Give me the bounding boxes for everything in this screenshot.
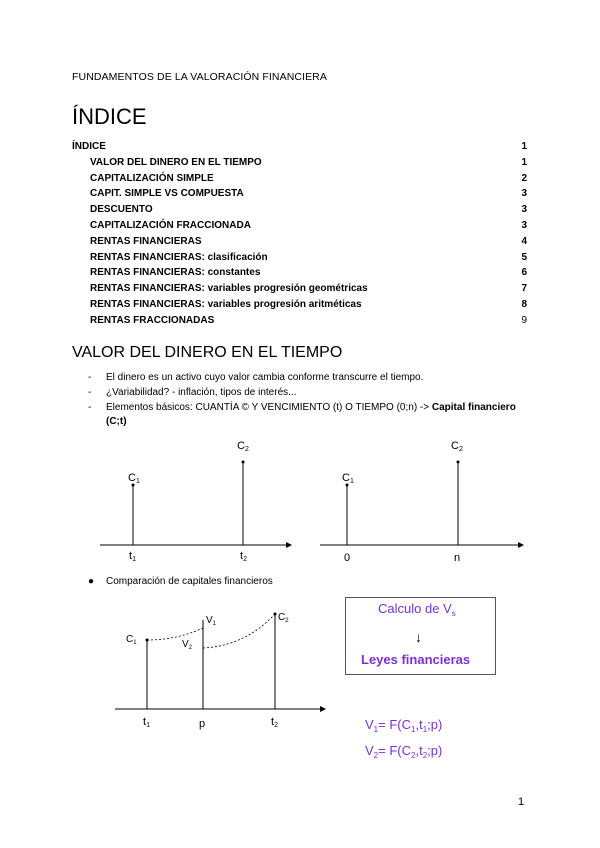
discount-curve (203, 614, 275, 648)
label-c1: $C_1$ (126, 634, 137, 646)
page-number: 1 (518, 796, 525, 808)
label-t2: t2 (240, 550, 247, 563)
toc-page: 6 (521, 267, 527, 279)
toc-row[interactable] (72, 139, 527, 155)
toc-label: CAPITALIZACIÓN SIMPLE (90, 172, 214, 184)
label-c2: C2 (237, 440, 249, 453)
toc-page: 3 (521, 219, 527, 231)
label-c2: $C_2$ (278, 612, 289, 624)
table-of-contents (72, 139, 527, 329)
label-t1: t1 (129, 550, 136, 563)
toc-label: CAPITALIZACIÓN FRACCIONADA (90, 219, 251, 231)
toc-row[interactable] (72, 155, 527, 171)
toc-row[interactable] (72, 186, 527, 202)
formula-v1: $V_1=$ $F(C_1,t_1;p)$ (365, 717, 443, 734)
toc-page: 8 (521, 298, 527, 310)
bullet-text: ¿Variabilidad? - inflación, tipos de interés... (106, 386, 297, 398)
label-zero: 0 (344, 552, 351, 564)
capital-c2-dot (457, 461, 460, 464)
bullet-list (88, 371, 528, 430)
toc-row[interactable] (72, 313, 527, 329)
toc-row[interactable] (72, 297, 527, 313)
toc-label: RENTAS FINANCIERAS (90, 235, 202, 247)
toc-page: 3 (521, 188, 527, 200)
leyes-text: Leyes financieras (361, 652, 471, 667)
dot-marker: ● (88, 576, 95, 587)
bullet-text-bold: Capital financiero (C;t) (106, 401, 516, 428)
document-header: FUNDAMENTOS DE LA VALORACIÓN FINANCIERA (72, 71, 327, 83)
label-c2: C2 (451, 440, 463, 453)
toc-label: VALOR DEL DINERO EN EL TIEMPO (90, 156, 262, 168)
toc-label: RENTAS FRACCIONADAS (90, 314, 215, 326)
toc-row[interactable] (72, 281, 527, 297)
bullet-text (106, 401, 528, 431)
capitalization-curve (147, 628, 203, 640)
capital-diagram-0-n (320, 430, 530, 570)
bullet-text-normal: Elementos básicos: CUANTÍA © Y VENCIMIENTO (t) O TIEMPO (0;n) -> (106, 401, 432, 413)
label-v1: $V_1$ (206, 615, 217, 627)
toc-page: 9 (521, 314, 527, 326)
comparison-diagram (115, 600, 330, 740)
toc-label: RENTAS FINANCIERAS: clasificación (90, 251, 268, 263)
dash-marker: - (88, 372, 92, 383)
toc-label: RENTAS FINANCIERAS: variables progresión geométricas (90, 283, 368, 295)
axis-arrow-icon (286, 542, 292, 548)
axis-arrow-icon (320, 706, 326, 712)
toc-row[interactable] (72, 250, 527, 266)
toc-label: RENTAS FINANCIERAS: constantes (90, 267, 261, 279)
down-arrow-icon: ↓ (415, 629, 422, 645)
toc-label: CAPIT. SIMPLE VS COMPUESTA (90, 188, 244, 200)
capital-diagram-t1-t2 (100, 430, 300, 570)
calculo-text: Calculo de $V_s$ (378, 601, 456, 618)
bullet-item (88, 401, 528, 431)
toc-label: RENTAS FINANCIERAS: variables progresión aritméticas (90, 298, 362, 310)
toc-row[interactable] (72, 202, 527, 218)
label-p: p (199, 718, 206, 730)
toc-row[interactable] (72, 265, 527, 281)
dash-marker: - (88, 401, 92, 413)
bullet-item (88, 371, 528, 386)
toc-page: 4 (521, 235, 527, 247)
toc-page: 7 (521, 283, 527, 295)
label-t2: t2 (271, 716, 278, 729)
bullet-item (88, 386, 528, 401)
toc-page: 3 (521, 204, 527, 216)
bullet-text: Comparación de capitales financieros (106, 576, 273, 587)
label-t1: t1 (143, 716, 150, 729)
comparison-bullet (88, 576, 273, 587)
toc-label: DESCUENTO (90, 204, 153, 216)
bullet-text: El dinero es un activo cuyo valor cambia conforme transcurre el tiempo. (106, 372, 424, 383)
page-title: ÍNDICE (72, 104, 147, 129)
toc-label: ÍNDICE (72, 141, 106, 152)
toc-page: 1 (521, 141, 527, 152)
dash-marker: - (88, 386, 92, 398)
toc-page: 1 (521, 156, 527, 168)
section-title: VALOR DEL DINERO EN EL TIEMPO (72, 344, 343, 361)
toc-page: 2 (521, 172, 527, 184)
label-c1: C1 (128, 472, 140, 485)
formula-v2: $V_2=$ $F(C_2,t_2;p)$ (365, 743, 443, 760)
capital-c2-dot (242, 461, 245, 464)
label-v2: $V_2$ (182, 639, 193, 651)
label-n: n (454, 552, 461, 564)
toc-page: 5 (521, 251, 527, 263)
axis-arrow-icon (518, 542, 524, 548)
toc-row[interactable] (72, 234, 527, 250)
leyes-financieras-box (345, 597, 497, 677)
label-c1: C1 (342, 472, 354, 485)
toc-row[interactable] (72, 218, 527, 234)
formulas (360, 712, 500, 762)
toc-row[interactable] (72, 171, 527, 187)
